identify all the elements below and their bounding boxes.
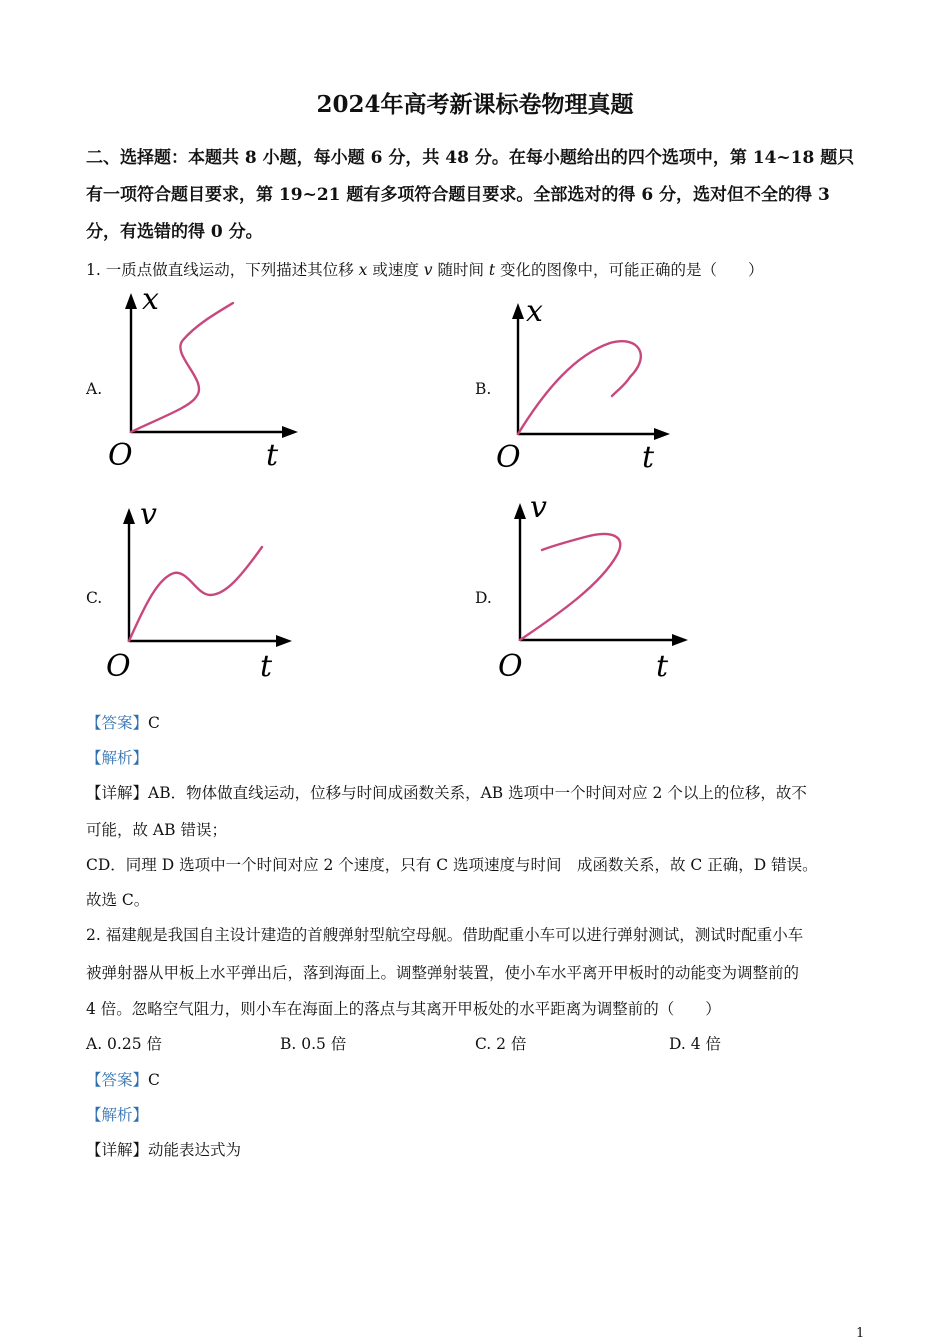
option-c-label: C. [86,589,103,607]
q2-detail-1 [86,1138,241,1160]
graph-b-y-label: x [526,294,543,329]
q1-analysis-tag: 【解析】 [86,749,149,767]
graph-a-curve [131,303,233,432]
graph-a-y-label: x [142,282,159,317]
graph-a-x-arrow [282,426,298,438]
graph-d-y-arrow [514,503,526,519]
option-d-label: D. [475,589,492,607]
graph-d-y-label: v [530,490,547,525]
graph-d-curve [520,534,620,640]
q2-stem-3: 4 倍。忽略空气阻力，则小车在海面上的落点与其离开甲板处的水平距离为调整前的（ ） [86,1000,721,1018]
q2-analysis-tag: 【解析】 [86,1106,149,1124]
q2-answer-value: C [148,1071,160,1089]
q1-detail-3: CD．同理 D 选项中一个时间对应 2 个速度，只有 C 选项速度与时间 成函数关系，故 C 正确，D 错误。 [86,856,818,874]
graph-c-curve [129,547,262,641]
graph-c-x-arrow [276,635,292,647]
q1-stem-mid2: 随时间 [432,261,489,279]
q1-var-v: v [423,261,433,279]
q2-stem-2: 被弹射器从甲板上水平弹出后，落到海面上。调整弹射装置，使小车水平离开甲板时的动能变为调整前的 [86,964,800,982]
graph-a [100,282,310,475]
page-number: 1 [856,1326,865,1341]
graph-d [490,490,700,684]
q2-choice-d: D. 4 倍 [669,1035,722,1053]
q1-detail-1-text: AB．物体做直线运动，位移与时间成函数关系，AB 选项中一个时间对应 2 个以上的位移，故不 [148,784,807,802]
graph-b-x-arrow [654,428,670,440]
q1-stem-post: 变化的图像中，可能正确的是（ ） [495,261,764,279]
q2-detail-1-text: 动能表达式为 [148,1141,242,1159]
q2-choice-c: C. 2 倍 [475,1035,527,1053]
graph-a-y-arrow [125,293,137,309]
graph-c-x-label: t [260,649,273,684]
section-header: 二、选择题：本题共 8 小题，每小题 6 分，共 48 分。在每小题给出的四个选项中，第 14~18 题只有一项符合题目要求，第 19~21 题有多项符合题目要求。全部选对的得 6 分，选对但不全的得 3 分，有选错的得 0 分。 [86,148,855,242]
q1-var-x: x [358,261,368,279]
option-b-label: B. [475,380,492,398]
q1-detail-2: 可能，故 AB 错误； [86,821,227,839]
graph-a-origin: O [108,438,133,473]
page-title: 2024年高考新课标卷物理真题 [316,91,634,118]
q1-answer-value: C [148,714,160,732]
q1-stem-mid1: 或速度 [367,261,424,279]
q2-choice-a: A. 0.25 倍 [86,1035,162,1053]
q2-detail-tag: 【详解】 [86,1141,149,1159]
q1-stem [86,258,764,280]
q2-answer [86,1068,160,1090]
q1-answer [86,711,160,733]
graph-b [490,295,700,475]
graph-d-x-arrow [672,634,688,646]
q1-detail-tag: 【详解】 [86,784,149,802]
q2-stem-1: 2. 福建舰是我国自主设计建造的首艘弹射型航空母舰。借助配重小车可以进行弹射测试，测试时配重小车 [86,926,804,944]
graph-d-origin: O [498,649,523,684]
q1-detail-1 [86,781,807,803]
q1-stem-pre: 1. 一质点做直线运动，下列描述其位移 [86,261,359,279]
option-a-label: A. [86,380,103,398]
graph-b-curve [518,341,641,434]
graph-c-origin: O [106,649,131,684]
graph-b-origin: O [496,440,521,475]
graph-a-x-label: t [266,438,279,473]
q1-answer-tag: 【答案】 [86,714,149,732]
graph-b-x-label: t [642,440,655,475]
q2-answer-tag: 【答案】 [86,1071,149,1089]
graph-b-y-arrow [512,303,524,319]
q1-conclusion: 故选 C。 [86,891,150,909]
graph-c-y-arrow [123,508,135,524]
q1-var-t: t [488,261,496,279]
graph-d-x-label: t [656,649,669,684]
graph-c-y-label: v [140,497,157,532]
q2-choice-b: B. 0.5 倍 [280,1035,347,1053]
graph-c [100,497,310,684]
